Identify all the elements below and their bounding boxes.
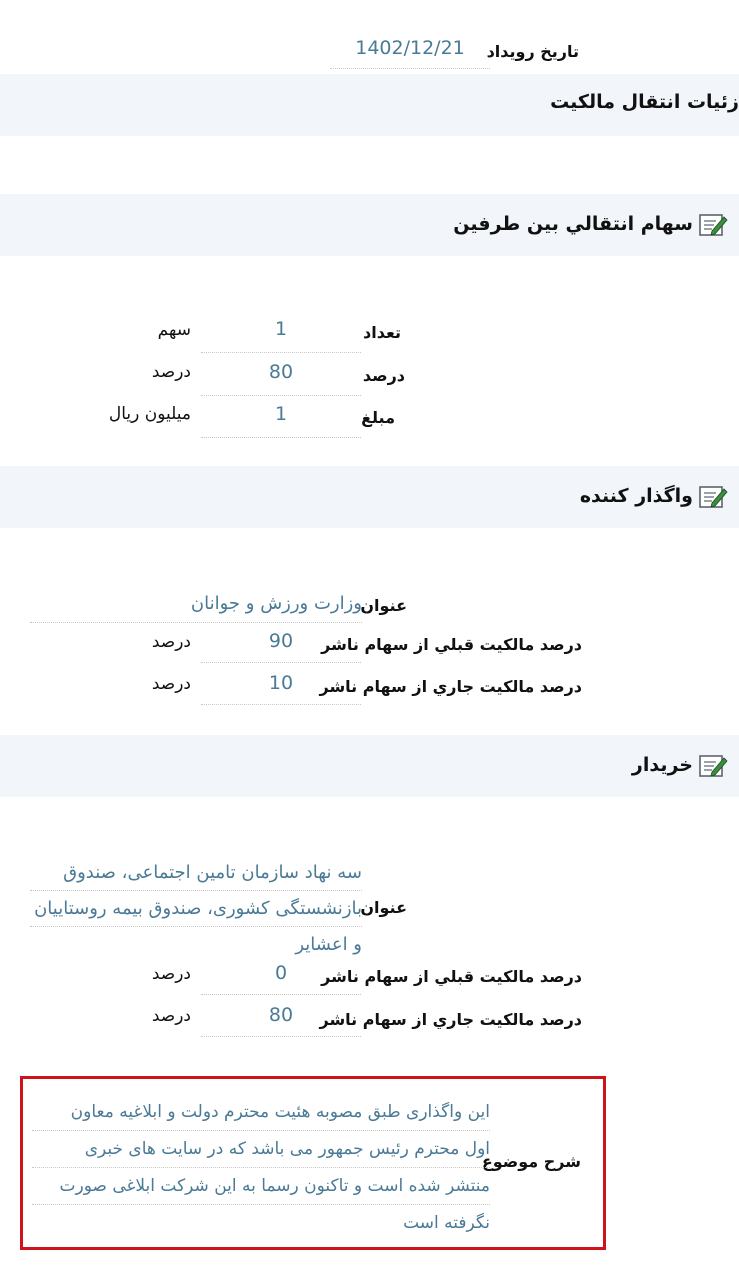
shares-amount-unit: ميليون ريال [108,404,191,424]
transferred-shares-title: سهام انتقالي بين طرفين [453,213,693,235]
description-text [32,1094,490,1241]
buyer-name-value [30,855,362,962]
buyer-band [0,735,739,797]
buyer-current-ownership-value: 80 [201,998,361,1037]
edit-note-icon [698,211,728,239]
seller-current-ownership-value: 10 [201,666,361,705]
event-date-label: تاریخ رویداد [486,42,579,61]
description-line: این واگذاری طبق مصوبه هئیت محترم دولت و ابلاغیه معاون [32,1094,490,1131]
shares-amount-value: 1 [201,397,361,438]
shares-count-value: 1 [201,312,361,353]
shares-percent-unit: درصد [151,362,191,382]
description-label: شرح موضوع [481,1152,581,1171]
buyer-prev-ownership-unit: درصد [151,964,191,984]
event-date-value: 1402/12/21 [330,34,490,69]
seller-current-ownership-label: درصد مالكيت جاري از سهام ناشر [319,677,582,696]
seller-title: واگذار كننده [579,485,693,507]
shares-amount-label: مبلغ [361,408,395,427]
seller-prev-ownership-label: درصد مالكيت قبلي از سهام ناشر [321,635,582,654]
edit-note-icon [698,752,728,780]
buyer-prev-ownership-value: 0 [201,956,361,995]
buyer-name-line: سه نهاد سازمان تامین اجتماعی، صندوق [30,855,362,891]
seller-current-ownership-unit: درصد [151,674,191,694]
buyer-current-ownership-unit: درصد [151,1006,191,1026]
seller-prev-ownership-value: 90 [201,624,361,663]
buyer-current-ownership-label: درصد مالكيت جاري از سهام ناشر [319,1010,582,1029]
buyer-name-line: و اعشایر [295,934,362,955]
seller-prev-ownership-unit: درصد [151,632,191,652]
description-line: اول محترم رئیس جمهور می باشد که در سایت های خبری [32,1131,490,1168]
shares-count-unit: سهم [157,320,191,340]
shares-percent-value: 80 [201,355,361,396]
buyer-prev-ownership-label: درصد مالكيت قبلي از سهام ناشر [321,967,582,986]
shares-percent-label: درصد [362,366,405,385]
description-line: نگرفته است [403,1213,490,1233]
description-line: منتشر شده است و تاکنون رسما به این شرکت ابلاغی صورت [32,1168,490,1205]
buyer-title: خريدار [631,754,693,776]
ownership-header-title: زئیات انتقال مالکیت [550,91,739,113]
edit-note-icon [698,483,728,511]
seller-name-value: وزارت ورزش و جوانان [30,586,362,623]
buyer-name-line: بازنشستگی کشوری، صندوق بیمه روستاییان [30,891,362,927]
seller-name-label: عنوان [360,596,407,615]
shares-count-label: تعداد [363,323,401,342]
buyer-name-label: عنوان [360,898,407,917]
